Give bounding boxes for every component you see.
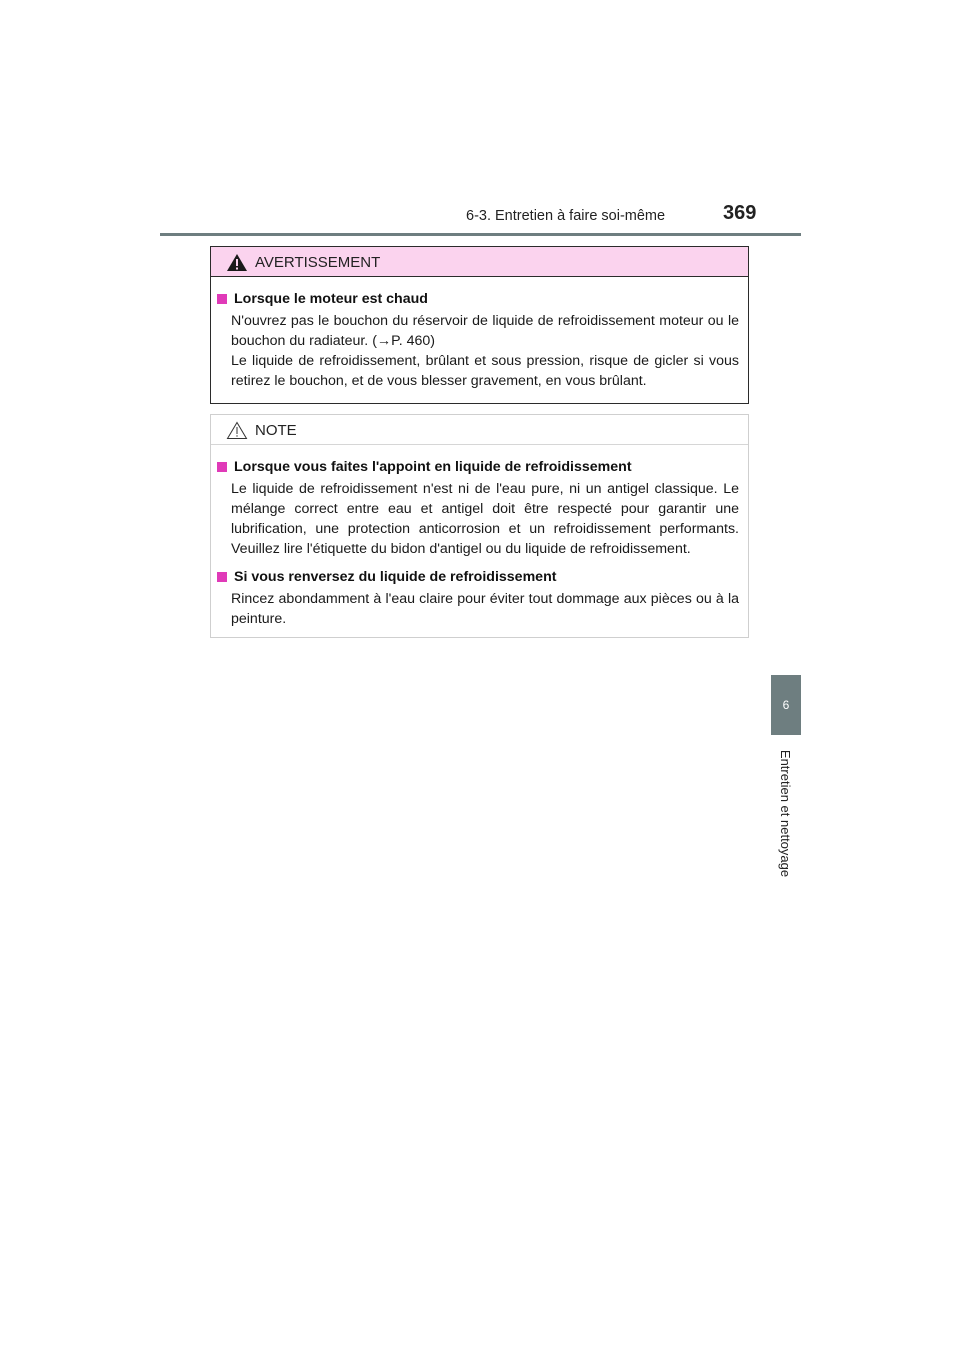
warning-triangle-icon (226, 253, 248, 272)
bullet-square-icon (217, 462, 227, 472)
chapter-tab-number: 6 (771, 675, 801, 735)
note-heading-text: Lorsque vous faites l'appoint en liquide de refroidissement (234, 459, 632, 475)
note-paragraph: Rincez abondamment à l'eau claire pour éviter tout dommage aux pièces ou à la peinture. (231, 591, 739, 627)
note-section-heading (217, 458, 739, 477)
warning-box-header (211, 247, 748, 277)
bullet-square-icon (217, 294, 227, 304)
warning-section-heading (217, 290, 739, 309)
note-box (210, 414, 749, 638)
note-box-header (211, 415, 748, 445)
warning-box (210, 246, 749, 404)
note-title: NOTE (255, 422, 297, 439)
section-header: 6-3. Entretien à faire soi-même (466, 208, 666, 224)
caution-triangle-icon (226, 421, 248, 440)
header-rule (160, 233, 801, 236)
note-paragraph: Le liquide de refroidissement n'est ni de l'eau pure, ni un antigel classique. Le mélange correct entre eau et antigel doit être respecté pour garantir une lubrification, une protection anticorrosion et un refroidissement performants. Veuillez lire l'étiquette du bidon d'antigel ou du liquide de refroidissement. (231, 481, 739, 557)
warning-heading-text: Lorsque le moteur est chaud (234, 291, 428, 307)
page-number: 369 (723, 202, 757, 224)
chapter-tab-label (771, 736, 801, 891)
bullet-square-icon (217, 572, 227, 582)
note-section (217, 458, 739, 559)
warning-title: AVERTISSEMENT (255, 254, 381, 271)
warning-paragraph: N'ouvrez pas le bouchon du réservoir de liquide de refroidissement moteur ou le bouchon du radiateur. (→P. 460) (231, 313, 739, 349)
note-section (217, 568, 739, 629)
note-body (211, 445, 748, 629)
warning-section (217, 290, 739, 391)
note-section-heading (217, 568, 739, 587)
warning-paragraph: Le liquide de refroidissement, brûlant et sous pression, risque de gicler si vous retirez le bouchon, et de vous blesser gravement, en vous brûlant. (231, 353, 739, 389)
note-heading-text: Si vous renversez du liquide de refroidissement (234, 569, 557, 585)
chapter-tab-label-text: Entretien et nettoyage (778, 749, 794, 878)
warning-body (211, 277, 748, 391)
